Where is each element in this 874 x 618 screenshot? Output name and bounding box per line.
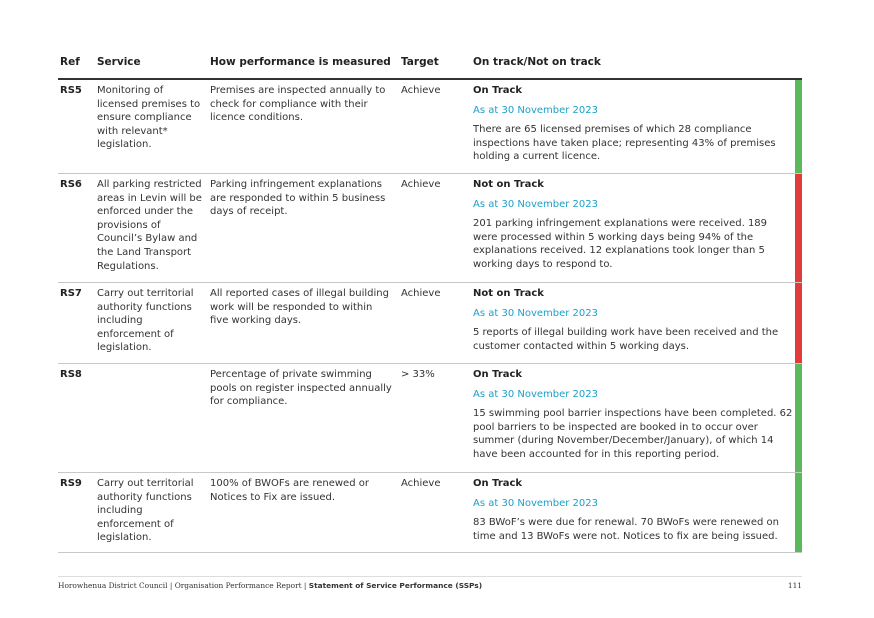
status-label: On Track [473, 369, 523, 380]
status-note: There are 65 licensed premises of which 28 compliance inspections have taken place; representing 43% of premises holding a current licence. [473, 124, 776, 163]
header-ref: Ref [60, 56, 80, 68]
table-header [58, 54, 802, 80]
row-ref: RS5 [60, 85, 82, 96]
row-ref: RS6 [60, 179, 82, 190]
row-target: Achieve [401, 288, 441, 299]
header-target: Target [401, 56, 439, 68]
row-measure: All reported cases of illegal building work will be responded to within five working days. [210, 288, 389, 327]
row-status-cell [473, 178, 793, 272]
footer-text: Horowhenua District Council | Organisation Performance Report | [58, 581, 309, 590]
row-service: All parking restricted areas in Levin will be enforced under the provisions of Council’s Bylaw and the Land Transport Regulations. [97, 179, 202, 272]
header-measure: How performance is measured [210, 56, 391, 68]
table-row [58, 283, 802, 364]
table-row [58, 473, 802, 553]
status-bar-on-track [795, 80, 802, 173]
page-number: 111 [787, 581, 802, 590]
row-measure: Percentage of private swimming pools on register inspected annually for compliance. [210, 369, 392, 408]
page-footer [58, 576, 802, 590]
status-bar-on-track [795, 473, 802, 552]
status-note: 15 swimming pool barrier inspections have been completed. 62 pool barriers to be inspected are booked in to occur over summer (during November/December/January), of which 14 have been accounted for in this reporting period. [473, 408, 793, 460]
status-bar-not-on-track [795, 174, 802, 282]
table-row [58, 80, 802, 174]
status-bar-not-on-track [795, 283, 802, 363]
as-at-date: As at 30 November 2023 [473, 104, 599, 116]
status-label: Not on Track [473, 288, 544, 299]
row-ref: RS8 [60, 369, 82, 380]
row-ref: RS7 [60, 288, 82, 299]
status-label: On Track [473, 478, 523, 489]
status-label: Not on Track [473, 179, 544, 190]
row-measure: Premises are inspected annually to check for compliance with their licence conditions. [210, 85, 386, 124]
performance-table [58, 54, 802, 553]
row-status-cell [473, 368, 793, 462]
status-note: 83 BWoF’s were due for renewal. 70 BWoFs were renewed on time and 13 BWoFs were not. Notices to fix are being issued. [473, 517, 779, 542]
row-target: Achieve [401, 85, 441, 96]
table-row [58, 174, 802, 283]
row-status-cell [473, 84, 793, 164]
row-status-cell [473, 477, 793, 543]
as-at-date: As at 30 November 2023 [473, 307, 599, 319]
table-row [58, 364, 802, 473]
status-bar-on-track [795, 364, 802, 472]
row-service: Carry out territorial authority functions including enforcement of legislation. [97, 288, 194, 354]
footer-section-title: Statement of Service Performance (SSPs) [308, 581, 483, 590]
header-service: Service [97, 56, 141, 68]
row-target: Achieve [401, 478, 441, 489]
row-ref: RS9 [60, 478, 82, 489]
row-service: Monitoring of licensed premises to ensure compliance with relevant* legislation. [97, 85, 201, 151]
header-status: On track/Not on track [473, 56, 601, 68]
status-note: 201 parking infringement explanations were received. 189 were processed within 5 working days being 94% of the explanations received. 12 explanations took longer than 5 working days to respond to. [473, 218, 768, 270]
as-at-date: As at 30 November 2023 [473, 198, 599, 210]
as-at-date: As at 30 November 2023 [473, 388, 599, 400]
row-target: Achieve [401, 179, 441, 190]
row-target: > 33% [401, 369, 435, 380]
row-measure: 100% of BWOFs are renewed or Notices to Fix are issued. [210, 478, 369, 503]
row-service: Carry out territorial authority functions including enforcement of legislation. [97, 478, 194, 544]
status-note: 5 reports of illegal building work have been received and the customer contacted within 5 working days. [473, 327, 779, 352]
row-status-cell [473, 287, 793, 353]
status-label: On Track [473, 85, 523, 96]
as-at-date: As at 30 November 2023 [473, 497, 599, 509]
row-measure: Parking infringement explanations are responded to within 5 business days of receipt. [210, 179, 386, 218]
